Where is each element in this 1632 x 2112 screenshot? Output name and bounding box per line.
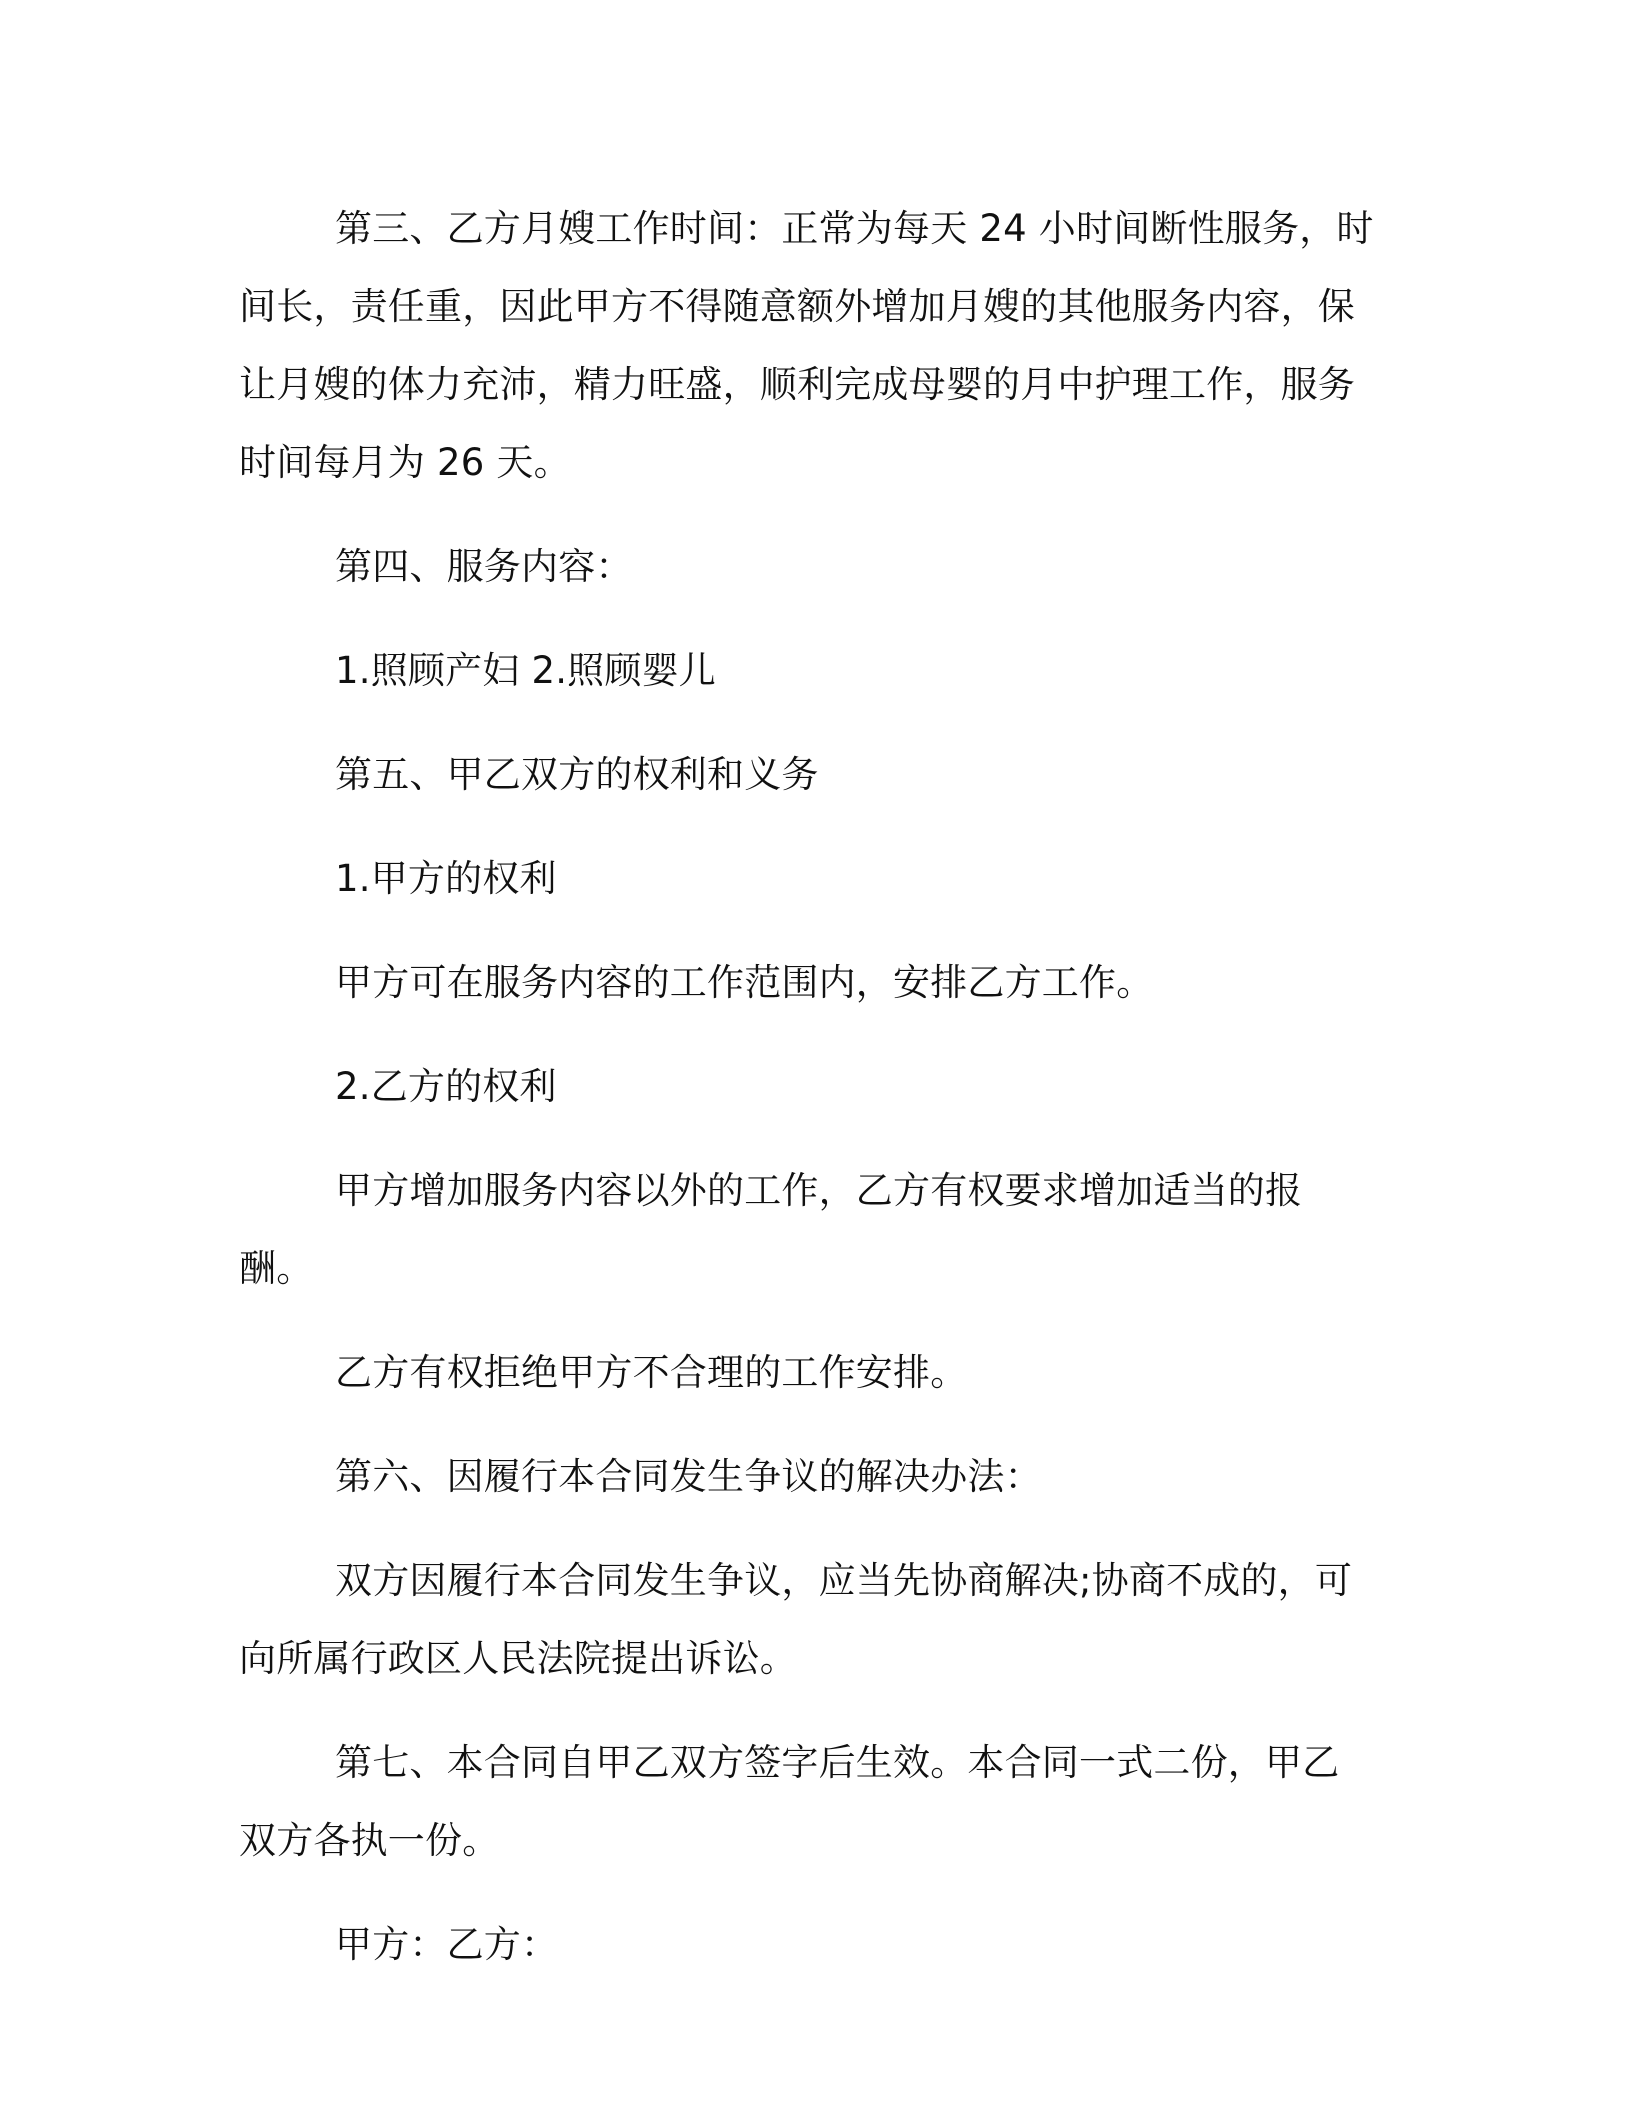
clause-seven-effectiveness: 第七、本合同自甲乙双方签字后生效。本合同一式二份，甲乙双方各执一份。 xyxy=(239,1741,1340,1862)
party-a-rights-text: 甲方可在服务内容的工作范围内，安排乙方工作。 xyxy=(335,961,1154,1004)
paragraph-gap xyxy=(239,1412,1374,1438)
service-items: 1.照顾产妇 2.照顾婴儿 xyxy=(335,649,716,692)
clause-four-heading: 第四、服务内容： xyxy=(335,545,633,588)
paragraph-gap xyxy=(239,1126,1374,1152)
party-b-rights-text-2: 乙方有权拒绝甲方不合理的工作安排。 xyxy=(335,1351,968,1394)
paragraph-gap xyxy=(239,1022,1374,1048)
dispute-resolution-text: 双方因履行本合同发生争议，应当先协商解决;协商不成的，可向所属行政区人民法院提出诉讼。 xyxy=(239,1559,1353,1680)
paragraph-gap xyxy=(239,814,1374,840)
clause-five-heading: 第五、甲乙双方的权利和义务 xyxy=(335,753,819,796)
party-b-signature-label: 乙方： xyxy=(446,1923,559,1966)
party-a-signature-label: 甲方： xyxy=(335,1923,447,1966)
paragraph-gap xyxy=(239,1880,1374,1906)
signature-line xyxy=(239,1906,1374,1984)
document-body xyxy=(239,190,1374,1984)
party-a-rights-heading: 1.甲方的权利 xyxy=(335,857,557,900)
paragraph-gap xyxy=(239,710,1374,736)
clause-three-work-hours: 第三、乙方月嫂工作时间：正常为每天 24 小时间断性服务，时间长，责任重，因此甲方不得随意额外增加月嫂的其他服务内容，保让月嫂的体力充沛，精力旺盛，顺利完成母婴的月中护理工作，服务时间每月为 26 天。 xyxy=(239,207,1374,484)
clause-six-heading: 第六、因履行本合同发生争议的解决办法： xyxy=(335,1455,1042,1498)
paragraph-gap xyxy=(239,1308,1374,1334)
paragraph-gap xyxy=(239,1698,1374,1724)
paragraph-gap xyxy=(239,606,1374,632)
party-b-rights-heading: 2.乙方的权利 xyxy=(335,1065,557,1108)
paragraph-gap xyxy=(239,1516,1374,1542)
paragraph-gap xyxy=(239,502,1374,528)
party-b-rights-text-1: 甲方增加服务内容以外的工作，乙方有权要求增加适当的报酬。 xyxy=(239,1169,1303,1290)
paragraph-gap xyxy=(239,918,1374,944)
